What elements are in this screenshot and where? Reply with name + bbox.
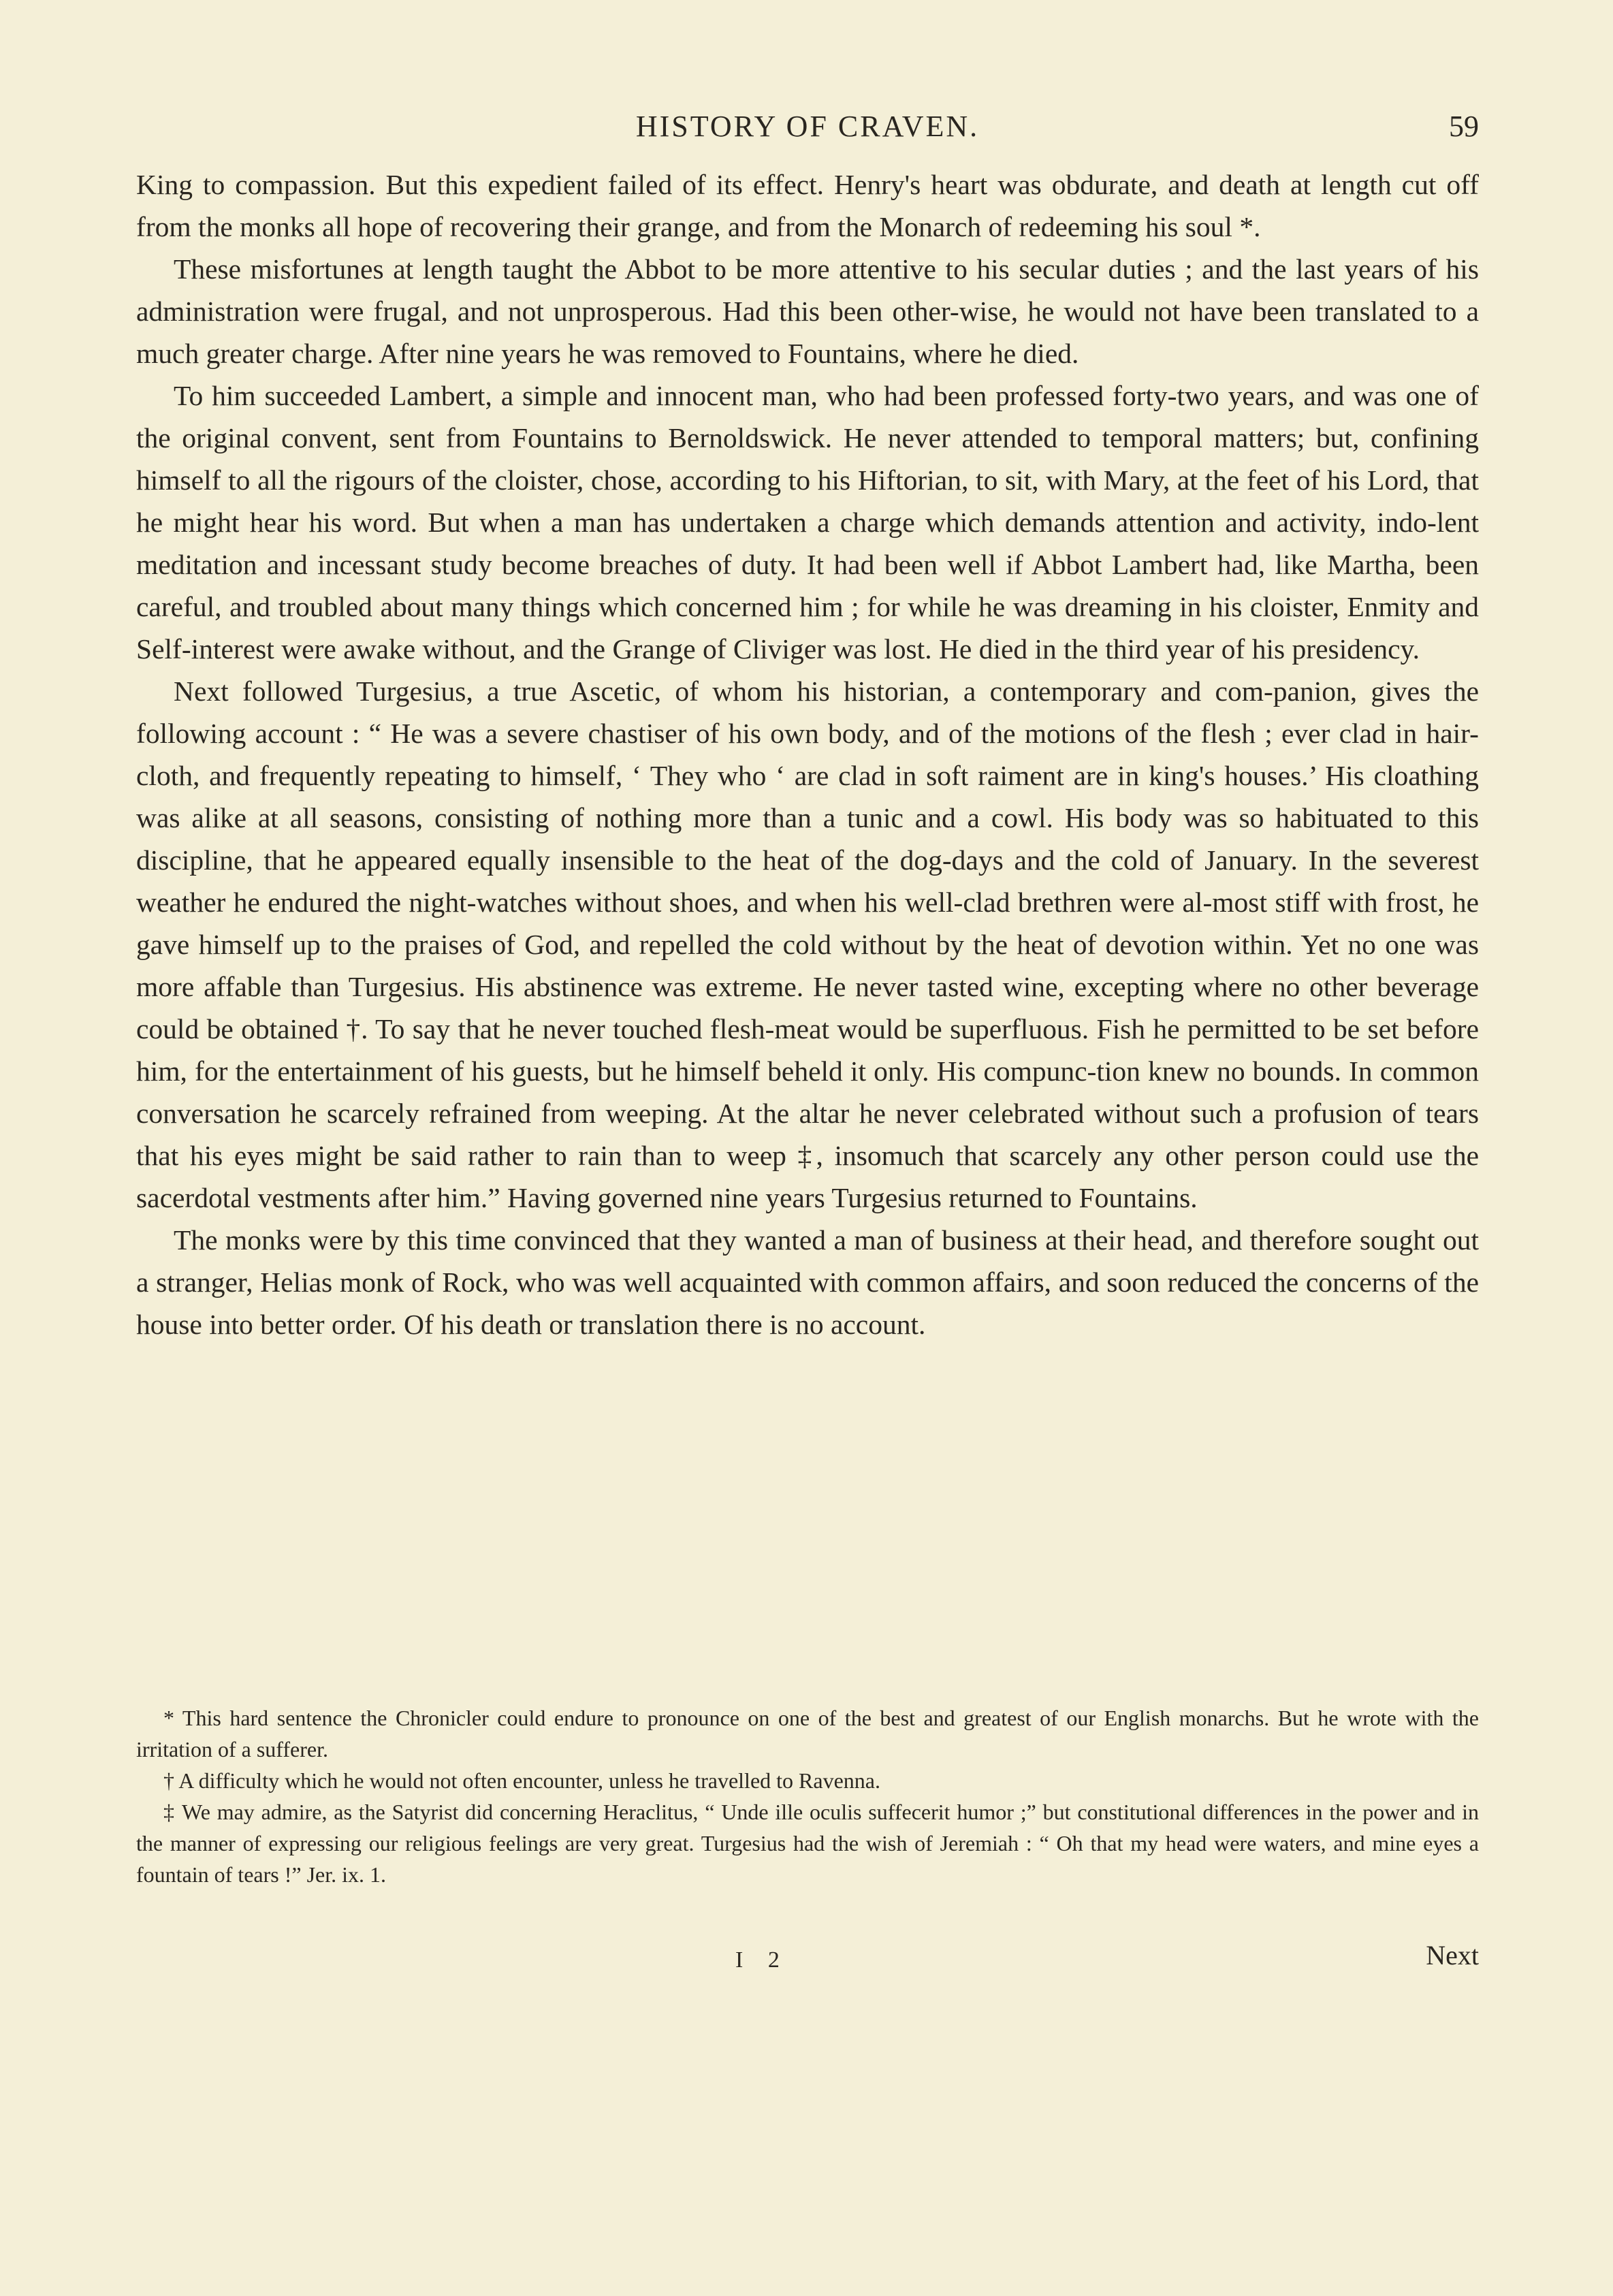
running-head bbox=[136, 109, 1479, 150]
signature-mark: I 2 bbox=[735, 1947, 789, 1973]
paragraph-abbot-duties: These misfortunes at length taught the Abbot to be more attentive to his secular duties ; and the last years of his administration were frugal, and not unprosperous. Had this been other-wise, he would not have been translated to a much greater charge. After nine years he was removed to Fountains, where he died. bbox=[136, 253, 1479, 369]
body-text bbox=[136, 163, 1479, 1345]
footnote-double-dagger: ‡ We may admire, as the Satyrist did concerning Heraclitus, “ Unde ille oculis suffecerit humor ;” but constitutional differences in the power and in the manner of expressing our religious feelings are very great. Turgesius had the wish of Jeremiah : “ Oh that my head were waters, and mine eyes a fountain of tears !” Jer. ix. 1. bbox=[136, 1800, 1479, 1887]
page-number: 59 bbox=[1449, 110, 1479, 143]
running-title: HISTORY OF CRAVEN. bbox=[635, 110, 980, 143]
footnote-dagger: † A difficulty which he would not often encounter, unless he travelled to Ravenna. bbox=[163, 1768, 880, 1793]
paragraph-lambert: To him succeeded Lambert, a simple and innocent man, who had been professed forty-two years, and was one of the original convent, sent from Fountains to Bernoldswick. He never attended to temporal matters; but, confining himself to all the rigours of the cloister, chose, according to his Hiftorian, to sit, with Mary, at the feet of his Lord, that he might hear his word. But when a man has undertaken a charge which demands attention and activity, indo-lent meditation and incessant study become breaches of duty. It had been well if Abbot Lambert had, like Martha, been careful, and troubled about many things which concerned him ; for while he was dreaming in his cloister, Enmity and Self-interest were awake without, and the Grange of Cliviger was lost. He died in the third year of his presidency. bbox=[136, 380, 1479, 665]
paragraph-continued: King to compassion. But this expedient failed of its effect. Henry's heart was obdurate, and death at length cut off from the monks all hope of recovering their grange, and from the Monarch of redeeming his soul *. bbox=[136, 169, 1479, 242]
paragraph-turgesius: Next followed Turgesius, a true Ascetic, of whom his historian, a contemporary and com-panion, gives the following account : “ He was a severe chastiser of his own body, and of the motions of the flesh ; ever clad in hair-cloth, and frequently repeating to himself, ‘ They who ‘ are clad in soft raiment are in king's houses.’ His cloathing was alike at all seasons, consisting of nothing more than a tunic and a cowl. His body was so habituated to this discipline, that he appeared equally insensible to the heat of the dog-days and the cold of January. In the severest weather he endured the night-watches without shoes, and when his well-clad brethren were al-most stiff with frost, he gave himself up to the praises of God, and repelled the cold without by the heat of devotion within. Yet no one was more affable than Turgesius. His abstinence was extreme. He never tasted wine, excepting where no other beverage could be obtained †. To say that he never touched flesh-meat would be superfluous. Fish he permitted to be set before him, for the entertainment of his guests, but he himself beheld it only. His compunc-tion knew no bounds. In common conversation he scarcely refrained from weeping. At the altar he never celebrated without such a profusion of tears that his eyes might be said rather to rain than to weep ‡, insomuch that scarcely any other person could use the sacerdotal vestments after him.” Having governed nine years Turgesius returned to Fountains. bbox=[136, 675, 1479, 1213]
catchword: Next bbox=[1426, 1940, 1479, 1971]
footnote-asterisk: * This hard sentence the Chronicler could endure to pronounce on one of the best and greatest of our English monarchs. But he wrote with the irritation of a sufferer. bbox=[136, 1706, 1479, 1761]
paragraph-helias: The monks were by this time convinced that they wanted a man of business at their head, and therefore sought out a stranger, Helias monk of Rock, who was well acquainted with common affairs, and soon reduced the concerns of the house into better order. Of his death or translation there is no account. bbox=[136, 1224, 1479, 1340]
footnotes bbox=[136, 1702, 1479, 1890]
